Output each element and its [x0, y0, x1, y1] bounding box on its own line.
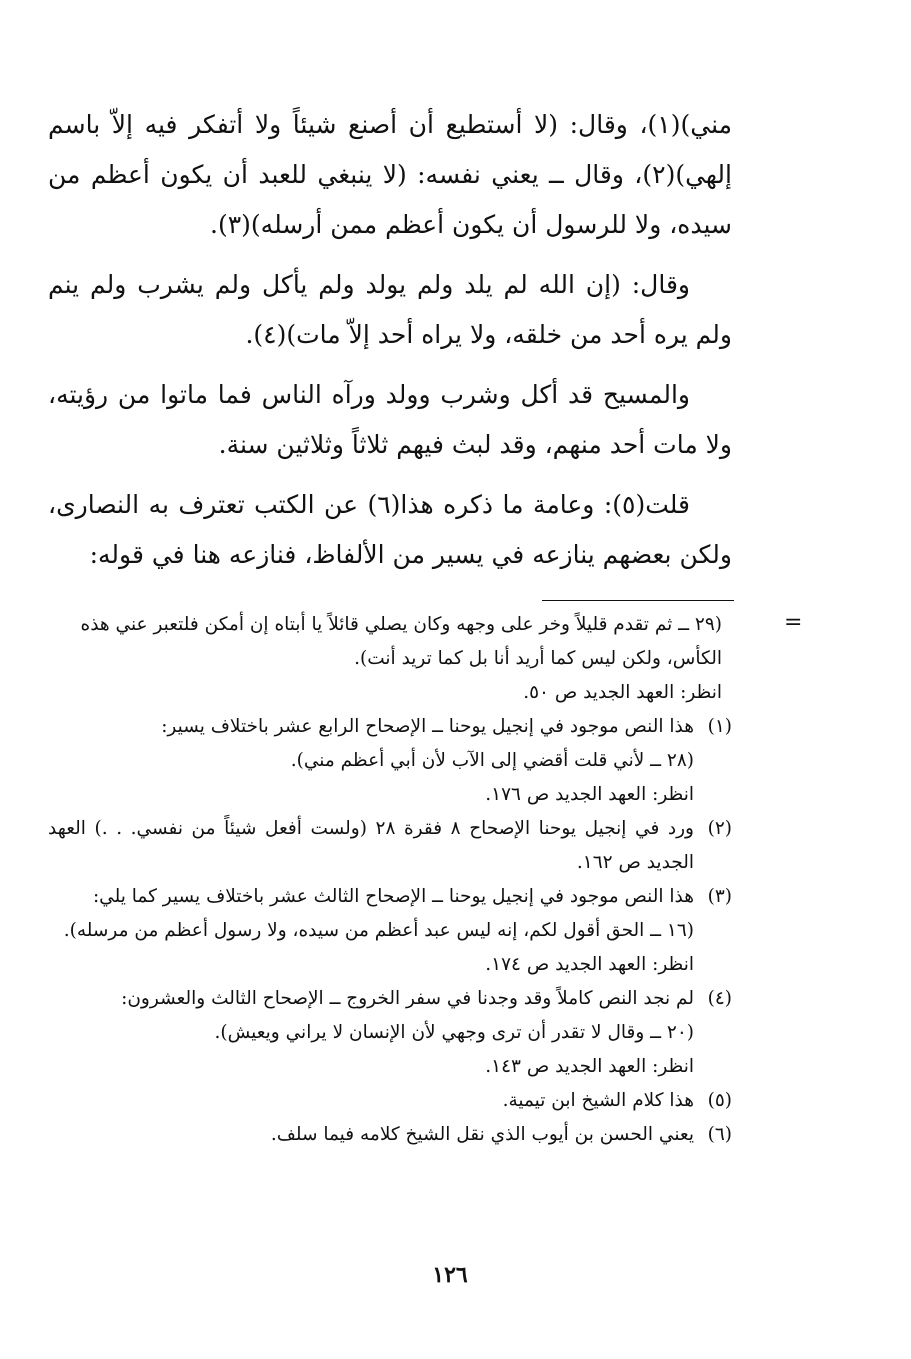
footnote-line: هذا كلام الشيخ ابن تيمية. — [502, 1090, 694, 1111]
footnote-3 — [48, 880, 732, 982]
footnote-line: ورد في إنجيل يوحنا الإصحاح ٨ فقرة ٢٨ (ولست أفعل شيئاً من نفسي. . .) العهد الجديد ص ١٦٢. — [48, 818, 694, 873]
footnote-number: (٤) — [707, 988, 732, 1009]
main-paragraph-3: والمسيح قد أكل وشرب وولد ورآه الناس فما ماتوا من رؤيته، ولا مات أحد منهم، وقد لبث فيهم ثلاثاً وثلاثين سنة. — [48, 380, 732, 459]
footnote-line: انظر: العهد الجديد ص ١٧٦. — [485, 784, 694, 805]
footnote-line: (١٦ ــ الحق أقول لكم، إنه ليس عبد أعظم من سيده، ولا رسول أعظم من مرسله). — [63, 920, 694, 941]
main-text — [48, 100, 732, 590]
footnote-continuation-line-1: (٢٩ ــ ثم تقدم قليلاً وخر على وجهه وكان يصلي قائلاً يا أبتاه إن أمكن فلتعبر عني هذه الكأس، ولكن ليس كما أريد أنا بل كما تريد أنت). — [80, 614, 722, 669]
footnote-number: (٥) — [707, 1090, 732, 1111]
footnote-line: انظر: العهد الجديد ص ١٤٣. — [485, 1056, 694, 1077]
footnote-line: يعني الحسن بن أيوب الذي نقل الشيخ كلامه فيما سلف. — [270, 1124, 694, 1145]
footnote-line: (٢٠ ــ وقال لا تقدر أن ترى وجهي لأن الإنسان لا يراني ويعيش). — [214, 1022, 694, 1043]
footnote-body — [48, 812, 694, 880]
footnote-body — [48, 982, 694, 1084]
footnote-number: (١) — [707, 716, 732, 737]
footnote-6 — [48, 1118, 732, 1152]
footnote-line: انظر: العهد الجديد ص ١٧٤. — [485, 954, 694, 975]
footnote-number: (٢) — [707, 818, 732, 839]
footnote-continuation-line-2: انظر: العهد الجديد ص ٥٠. — [523, 682, 722, 703]
margin-mark: = — [784, 610, 803, 635]
footnote-line: هذا النص موجود في إنجيل يوحنا ــ الإصحاح الثالث عشر باختلاف يسير كما يلي: — [92, 886, 694, 907]
footnote-body — [48, 710, 694, 812]
footnotes — [48, 608, 732, 1152]
footnote-4 — [48, 982, 732, 1084]
footnote-5 — [48, 1084, 732, 1118]
footnote-body — [48, 880, 694, 982]
main-paragraph-4: قلت(٥): وعامة ما ذكره هذا(٦) عن الكتب تعترف به النصارى، ولكن بعضهم ينازعه في يسير من الألفاظ، فنازعه هنا في قوله: — [48, 490, 732, 569]
main-paragraph-1: مني)(١)، وقال: (لا أستطيع أن أصنع شيئاً ولا أتفكر فيه إلاّ باسم إلهي)(٢)، وقال ــ يعني نفسه: (لا ينبغي للعبد أن يكون أعظم من سيده، ولا للرسول أن يكون أعظم ممن أرسله)(٣). — [48, 110, 732, 239]
footnote-line: (٢٨ ــ لأني قلت أقضي إلى الآب لأن أبي أعظم مني). — [290, 750, 694, 771]
footnote-number: (٦) — [707, 1124, 732, 1145]
main-paragraph-2: وقال: (إن الله لم يلد ولم يولد ولم يأكل ولم يشرب ولم ينم ولم يره أحد من خلقه، ولا يراه أحد إلاّ مات)(٤). — [48, 270, 732, 349]
footnote-2 — [48, 812, 732, 880]
footnote-body — [48, 1084, 694, 1118]
page-number: ١٢٦ — [432, 1262, 468, 1288]
footnote-body — [48, 1118, 694, 1152]
footnote-line: لم نجد النص كاملاً وقد وجدنا في سفر الخروج ــ الإصحاح الثالث والعشرون: — [121, 988, 694, 1009]
footnote-continuation — [48, 608, 732, 710]
footnote-number: (٣) — [707, 886, 732, 907]
footnote-line: هذا النص موجود في إنجيل يوحنا ــ الإصحاح الرابع عشر باختلاف يسير: — [161, 716, 694, 737]
footnote-divider — [542, 600, 734, 601]
footnote-1 — [48, 710, 732, 812]
